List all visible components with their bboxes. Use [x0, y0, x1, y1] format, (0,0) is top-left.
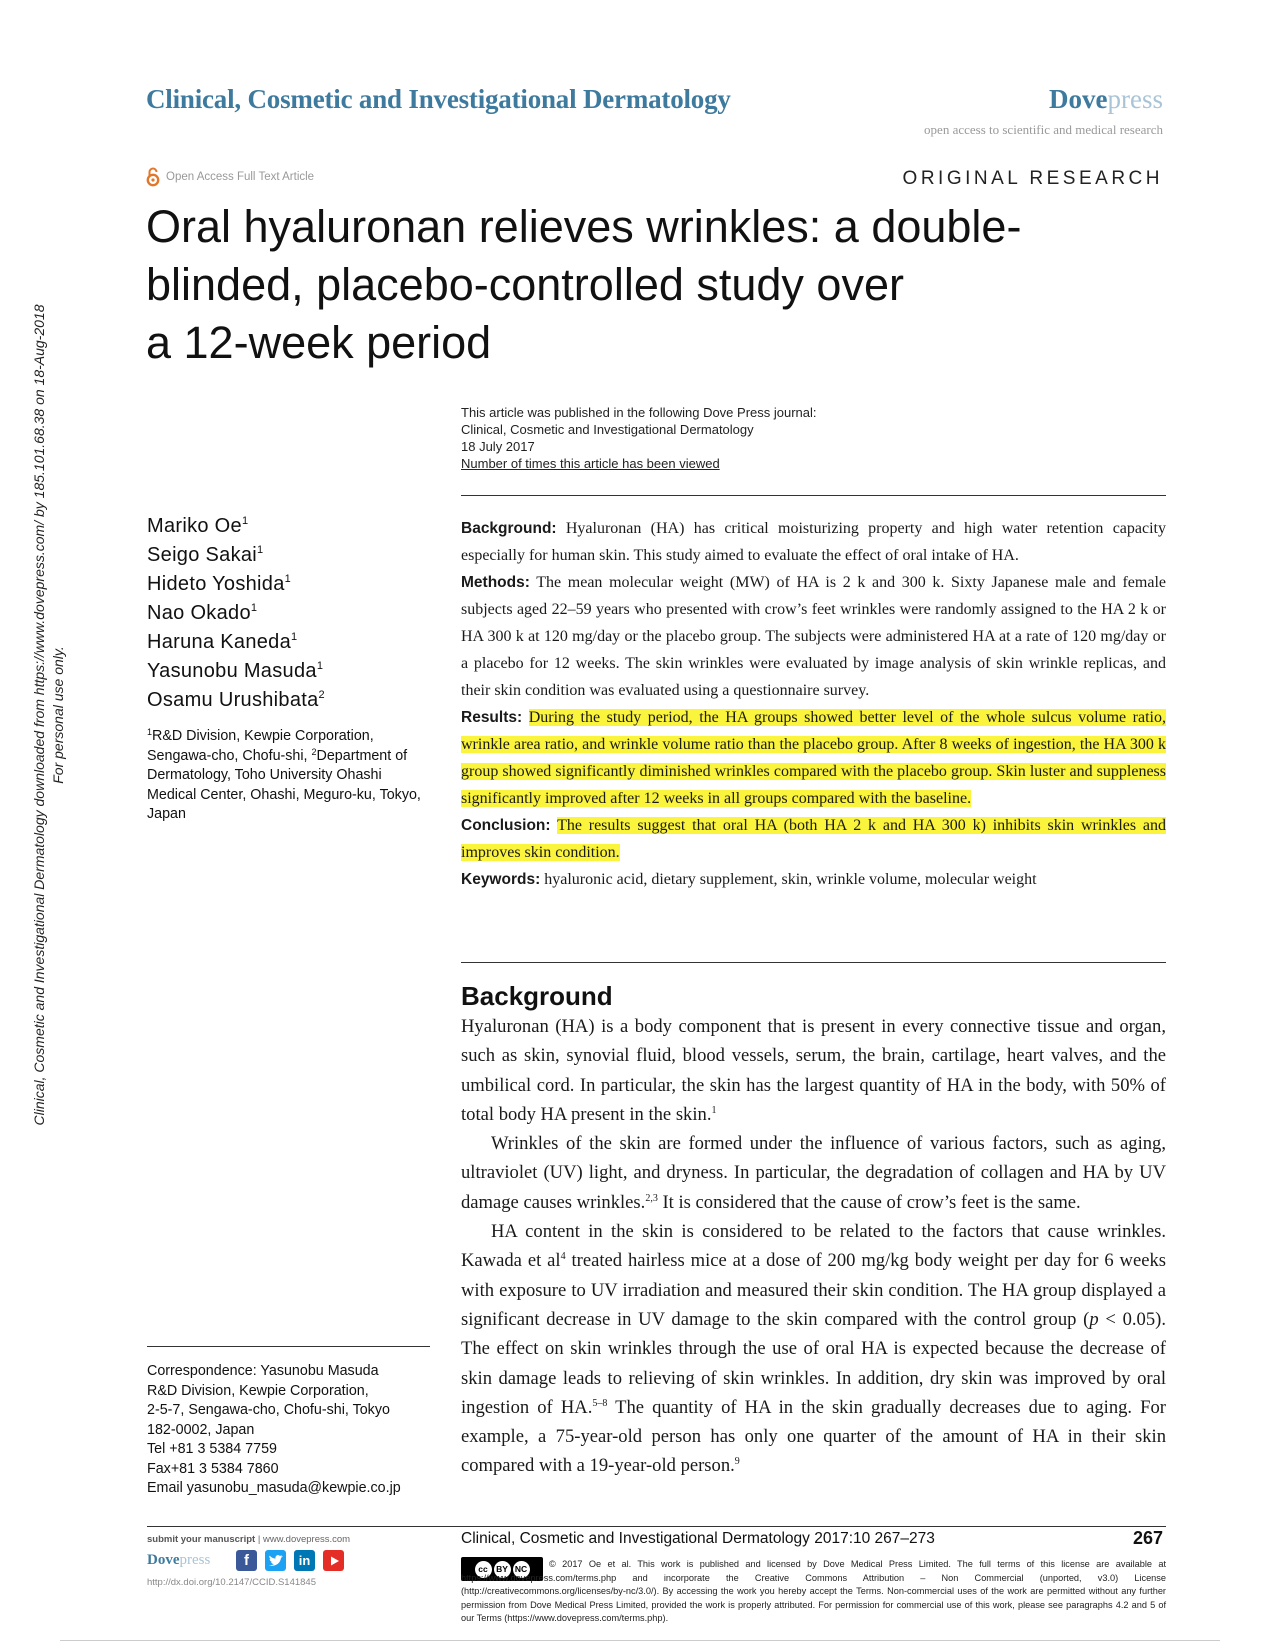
- watermark-line-1: Clinical, Cosmetic and Investigational Dermatology downloaded from https://www.dovepress.com/ by 185.101.68.38 on 18-Aug-2018: [31, 304, 47, 1126]
- keywords-text: hyaluronic acid, dietary supplement, skin, wrinkle volume, molecular weight: [540, 871, 1037, 888]
- ref-9[interactable]: 9: [734, 1456, 740, 1468]
- abstract-conclusion: [461, 812, 1166, 866]
- ref-5-8[interactable]: 5–8: [592, 1397, 608, 1409]
- keywords-label: Keywords:: [461, 871, 541, 888]
- conclusion-text-highlighted[interactable]: The results suggest that oral HA (both HA 2 k and HA 300 k) inhibits skin wrinkles and improves skin condition.: [461, 817, 1166, 861]
- affiliation-2: Department of Dermatology, Toho University Ohashi Medical Center, Ohashi, Meguro-ku, Tokyo, Japan: [147, 747, 421, 822]
- ref-1[interactable]: 1: [711, 1104, 717, 1116]
- abstract-top-rule: [461, 495, 1166, 496]
- affiliation-1-mark: 1: [147, 727, 153, 737]
- youtube-play-icon: [328, 1555, 340, 1567]
- article-type: ORIGINAL RESEARCH: [902, 168, 1163, 189]
- correspondence-name: Correspondence: Yasunobu Masuda: [147, 1363, 379, 1379]
- ref-2-3[interactable]: 2,3: [645, 1192, 658, 1204]
- paragraph-3-text-c: < 0.05). The effect on skin wrinkles through the use of oral HA is expected because the decrease of skin damage leads to relieving of skin wrinkles. In addition, dry skin was improved by oral ingestion of HA.: [461, 1308, 1166, 1418]
- affiliation-2-mark: 2: [311, 746, 317, 757]
- abstract: [461, 515, 1166, 893]
- cc-nc-icon: NC: [513, 1561, 530, 1578]
- footer-press: press: [179, 1552, 211, 1568]
- abstract-methods: [461, 569, 1166, 704]
- author-name-text: Mariko Oe: [147, 515, 242, 537]
- paragraph-2-end: It is considered that the cause of crow’s feet is the same.: [657, 1191, 1081, 1213]
- author-list: [147, 512, 325, 715]
- youtube-icon[interactable]: [323, 1550, 344, 1571]
- cc-by-icon: BY: [494, 1561, 511, 1578]
- paragraph-2-text: Wrinkles of the skin are formed under the influence of various factors, such as aging, ultraviolet (UV) light, and dryness. In particular, the degradation of collagen and HA by UV damage causes wrinkles.: [461, 1133, 1166, 1213]
- abstract-bottom-rule: [461, 962, 1166, 963]
- section-heading-background: Background: [461, 981, 613, 1011]
- author-name: [147, 686, 325, 715]
- author-name: [147, 628, 325, 657]
- methods-label: Methods:: [461, 574, 530, 591]
- paragraph-2: [461, 1129, 1166, 1217]
- results-text-highlighted[interactable]: During the study period, the HA groups showed better level of the whole sulcus volume ratio, wrinkle area ratio, and wrinkle volume ratio than the placebo group. After 8 weeks of ingestion, the HA 300 k group showed significantly diminished wrinkles compared with the placebo group. Skin luster and suppleness significantly improved after 12 weeks in all groups compared with the baseline.: [461, 709, 1167, 807]
- publication-intro: This article was published in the following Dove Press journal:: [461, 405, 817, 420]
- author-name: [147, 657, 325, 686]
- correspondence-address-3: 182-0002, Japan: [147, 1421, 255, 1438]
- correspondence-fax: Fax+81 3 5384 7860: [147, 1460, 279, 1477]
- article-title: [146, 198, 1046, 372]
- cc-icon: cc: [475, 1561, 492, 1578]
- doi-link[interactable]: http://dx.doi.org/10.2147/CCID.S141845: [147, 1577, 317, 1588]
- title-line-2: blinded, placebo-controlled study over: [146, 259, 904, 310]
- abstract-background: [461, 515, 1166, 569]
- author-name-text: Nao Okado: [147, 602, 251, 624]
- conclusion-label: Conclusion:: [461, 817, 551, 834]
- author-affiliation-mark: 1: [241, 515, 249, 527]
- paragraph-3-text-a: HA content in the skin is considered to be related to the factors that cause wrinkles. Kawada et al: [461, 1221, 1166, 1272]
- submit-url: | www.dovepress.com: [255, 1534, 351, 1545]
- publication-date: 18 July 2017: [461, 439, 535, 454]
- footer-journal-citation: Clinical, Cosmetic and Investigational Dermatology 2017:10 267–273: [461, 1530, 935, 1547]
- author-name-text: Haruna Kaneda: [147, 631, 292, 653]
- submit-manuscript[interactable]: [147, 1534, 350, 1545]
- brand-dove: Dove: [1049, 84, 1108, 114]
- methods-text: The mean molecular weight (MW) of HA is 2 k and 300 k. Sixty Japanese male and female subjects aged 22–59 years who presented with crow’s feet wrinkles were randomly assigned to the HA 2 k or HA 300 k at 120 mg/day or the placebo group. The subjects were administered HA at a rate of 120 mg/day or a placebo for 12 weeks. The skin wrinkles were evaluated by image analysis of skin wrinkle replicas, and their skin condition was evaluated using a questionnaire survey.: [461, 574, 1166, 699]
- brand-tagline: open access to scientific and medical research: [924, 122, 1163, 137]
- author-affiliation-mark: 2: [318, 689, 325, 701]
- license-text: © 2017 Oe et al. This work is published and licensed by Dove Medical Press Limited. The full terms of this license are available at https://www.dovepress.com/terms.php and incorporate the Creative Commons Attribution – Non Commercial (unported, v3.0) License (http://creativecommons.org/licenses/by-nc/3.0/). By accessing the work you hereby accept the Terms. Non-commercial uses of the work are permitted without any further permission from Dove Medical Press Limited, provided the work is properly attributed. For permission for commercial use of this work, please see paragraphs 4.2 and 5 of our Terms (https://www.dovepress.com/terms.php).: [461, 1559, 1166, 1623]
- page-number: 267: [1132, 1528, 1163, 1548]
- author-name-text: Osamu Urushibata: [147, 689, 319, 711]
- title-line-1: Oral hyaluronan relieves wrinkles: a double-: [146, 201, 1022, 252]
- correspondence-address-1: R&D Division, Kewpie Corporation,: [147, 1382, 369, 1399]
- background-label: Background:: [461, 520, 557, 537]
- open-access-lock-icon: [146, 167, 160, 187]
- dovepress-logo[interactable]: [1049, 84, 1163, 115]
- author-name-text: Seigo Sakai: [147, 544, 258, 566]
- correspondence-address-2: 2-5-7, Sengawa-cho, Chofu-shi, Tokyo: [147, 1402, 390, 1418]
- download-watermark: [30, 265, 68, 1165]
- correspondence-rule: [147, 1346, 430, 1347]
- journal-title[interactable]: Clinical, Cosmetic and Investigational Dermatology: [146, 84, 731, 114]
- author-affiliation-mark: 1: [250, 602, 258, 614]
- footer-dove: Dove: [147, 1552, 180, 1568]
- abstract-results: [461, 704, 1166, 812]
- submit-label: submit your manuscript: [147, 1534, 256, 1545]
- open-access-badge: [146, 167, 314, 187]
- author-affiliation-mark: 1: [316, 660, 324, 672]
- footer-dovepress-logo[interactable]: [147, 1552, 210, 1569]
- title-line-3: a 12-week period: [146, 317, 492, 368]
- background-text: Hyaluronan (HA) has critical moisturizing property and high water retention capacity especially for human skin. This study aimed to evaluate the effect of oral intake of HA.: [461, 520, 1166, 564]
- paragraph-3-text-b: treated hairless mice at a dose of 200 mg/kg body weight per day for 6 weeks with exposure to UV irradiation and measured their skin condition. The HA group displayed a significant decrease in UV damage to the skin compared with the control group (: [461, 1250, 1166, 1330]
- p-value-symbol: p: [1089, 1308, 1099, 1330]
- linkedin-icon[interactable]: in: [294, 1550, 315, 1571]
- author-affiliation-mark: 1: [291, 631, 298, 643]
- author-affiliation-mark: 1: [284, 573, 292, 585]
- paragraph-1: [461, 1012, 1166, 1129]
- ref-4[interactable]: 4: [560, 1251, 566, 1263]
- author-name: [147, 599, 325, 628]
- author-name-text: Hideto Yoshida: [147, 573, 285, 595]
- facebook-icon[interactable]: f: [236, 1550, 257, 1571]
- views-link[interactable]: Number of times this article has been viewed: [461, 456, 720, 471]
- author-affiliation-mark: 1: [257, 544, 264, 556]
- watermark-line-2: For personal use only.: [50, 646, 66, 784]
- correspondence-tel: Tel +81 3 5384 7759: [147, 1441, 277, 1457]
- twitter-bird-icon: [268, 1554, 284, 1568]
- open-access-label: Open Access Full Text Article: [166, 171, 315, 183]
- body-text: [461, 1012, 1166, 1481]
- footer-rule: [147, 1526, 1166, 1527]
- paragraph-3-text-d: The quantity of HA in the skin gradually decreases due to aging. For example, a 75-year-old person has only one quarter of the amount of HA in their skin compared with a 19-year-old person.: [461, 1396, 1166, 1477]
- publication-journal: Clinical, Cosmetic and Investigational Dermatology: [461, 422, 754, 437]
- correspondence-email[interactable]: Email yasunobu_masuda@kewpie.co.jp: [147, 1480, 401, 1496]
- author-name: [147, 512, 325, 541]
- twitter-icon[interactable]: [265, 1550, 286, 1571]
- brand-press: press: [1107, 84, 1163, 114]
- abstract-keywords: [461, 866, 1166, 893]
- social-links: [236, 1550, 344, 1571]
- author-name-text: Yasunobu Masuda: [147, 660, 317, 682]
- paragraph-1-text: Hyaluronan (HA) is a body component that is present in every connective tissue and organ, such as skin, synovial fluid, blood vessels, serum, the brain, cartilage, heart valves, and the umbilical cord. In particular, the skin has the largest quantity of HA in the body, with 50% of total body HA present in the skin.: [461, 1016, 1166, 1125]
- affiliations: [147, 727, 427, 825]
- paragraph-3: [461, 1217, 1166, 1481]
- publication-info: [461, 404, 817, 472]
- results-label: Results:: [461, 709, 523, 726]
- author-name: [147, 570, 325, 599]
- author-name: [147, 541, 325, 570]
- correspondence: [147, 1362, 437, 1499]
- affiliation-1: R&D Division, Kewpie Corporation, Sengawa-cho, Chofu-shi,: [147, 728, 374, 764]
- page-bottom-rule: [60, 1640, 1220, 1641]
